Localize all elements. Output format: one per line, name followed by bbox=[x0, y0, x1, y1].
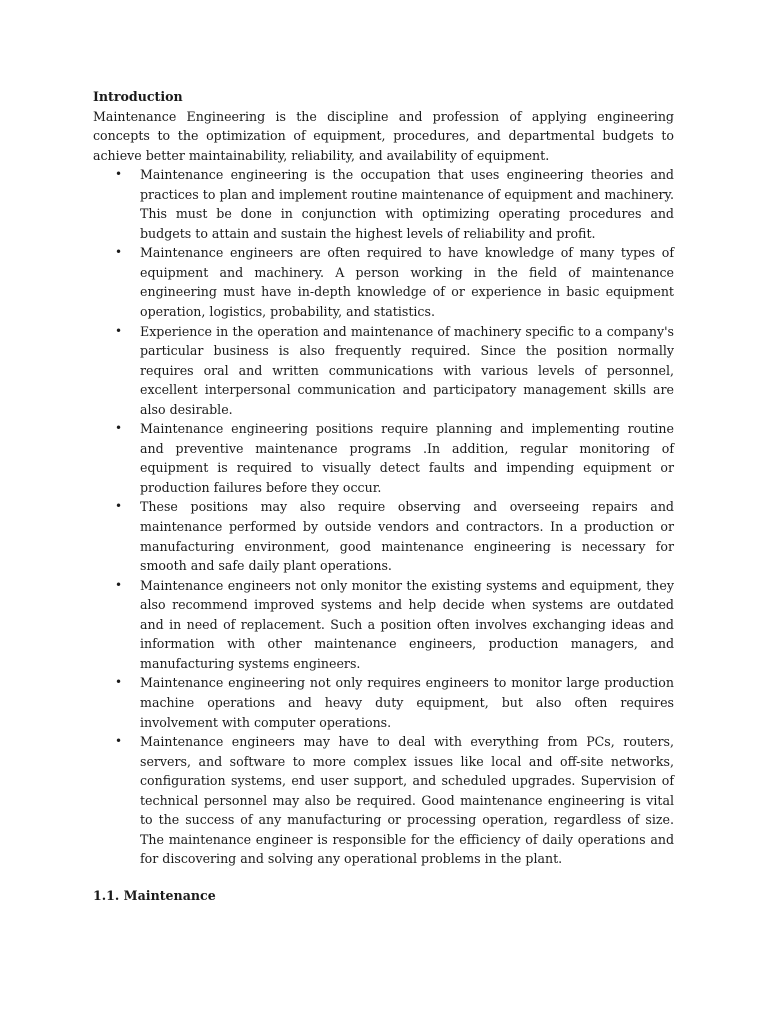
bullet-icon: • bbox=[115, 734, 123, 749]
list-item bbox=[93, 576, 674, 674]
list-item-text: Maintenance engineering positions require planning and implementing routine and preventive maintenance programs .In addition, regular monitoring of equipment is required to visually detect faults and impending equipment or production failures before they occur. bbox=[140, 421, 674, 495]
list-item-text: Maintenance engineers not only monitor the existing systems and equipment, they also recommend improved systems and help decide when systems are outdated and in need of replacement. Such a position often involves exchanging ideas and information with other maintenance engineers, production managers, and manufacturing systems engineers. bbox=[140, 577, 674, 671]
bullet-icon: • bbox=[115, 675, 123, 690]
intro-paragraph: Maintenance Engineering is the discipline and profession of applying engineering concepts to the optimization of equipment, procedures, and departmental budgets to achieve better maintainability, reliability, and availability of equipment. bbox=[93, 108, 674, 163]
bullet-list bbox=[93, 165, 674, 869]
list-item bbox=[93, 732, 674, 869]
list-item bbox=[93, 165, 674, 243]
list-item-text: Maintenance engineers are often required to have knowledge of many types of equipment and machinery. A person working in the field of maintenance engineering must have in-depth knowledge of or experience in basic equipment operation, logistics, probability, and statistics. bbox=[140, 245, 674, 320]
bullet-icon: • bbox=[115, 167, 123, 182]
list-item bbox=[93, 322, 674, 420]
bullet-icon: • bbox=[115, 323, 123, 338]
section-heading: 1.1. Maintenance bbox=[93, 887, 216, 903]
list-item bbox=[93, 673, 674, 732]
list-item-text: Maintenance engineering not only requires engineers to monitor large production machine operations and heavy duty equipment, but also often requires involvement with computer operations. bbox=[140, 675, 674, 730]
list-item bbox=[93, 243, 674, 321]
page-title: Introduction bbox=[93, 89, 183, 104]
list-item-text: Maintenance engineering is the occupation that uses engineering theories and practices to plan and implement routine maintenance of equipment and machinery. This must be done in conjunction with optimizing operating procedures and budgets to attain and sustain the highest levels of reliability and profit. bbox=[140, 167, 674, 241]
bullet-icon: • bbox=[115, 577, 123, 592]
list-item-text: Experience in the operation and maintenance of machinery specific to a company's particular business is also frequently required. Since the position normally requires oral and written communications with various levels of personnel, excellent interpersonal communication and participatory management skills are also desirable. bbox=[140, 323, 674, 417]
list-item-text: Maintenance engineers may have to deal with everything from PCs, routers, servers, and software to more complex issues like local and off-site networks, configuration systems, end user support, and scheduled upgrades. Supervision of technical personnel may also be required. Good maintenance engineering is vital to the success of any manufacturing or processing operation, regardless of size. The maintenance engineer is responsible for the efficiency of daily operations and for discovering and solving any operational problems in the plant. bbox=[140, 734, 674, 867]
bullet-icon: • bbox=[115, 421, 123, 436]
document-body bbox=[93, 87, 674, 905]
list-item-text: These positions may also require observing and overseeing repairs and maintenance performed by outside vendors and contractors. In a production or manufacturing environment, good maintenance engineering is necessary for smooth and safe daily plant operations. bbox=[140, 499, 674, 574]
list-item bbox=[93, 497, 674, 575]
bullet-icon: • bbox=[115, 245, 123, 260]
bullet-icon: • bbox=[115, 499, 123, 514]
list-item bbox=[93, 419, 674, 497]
